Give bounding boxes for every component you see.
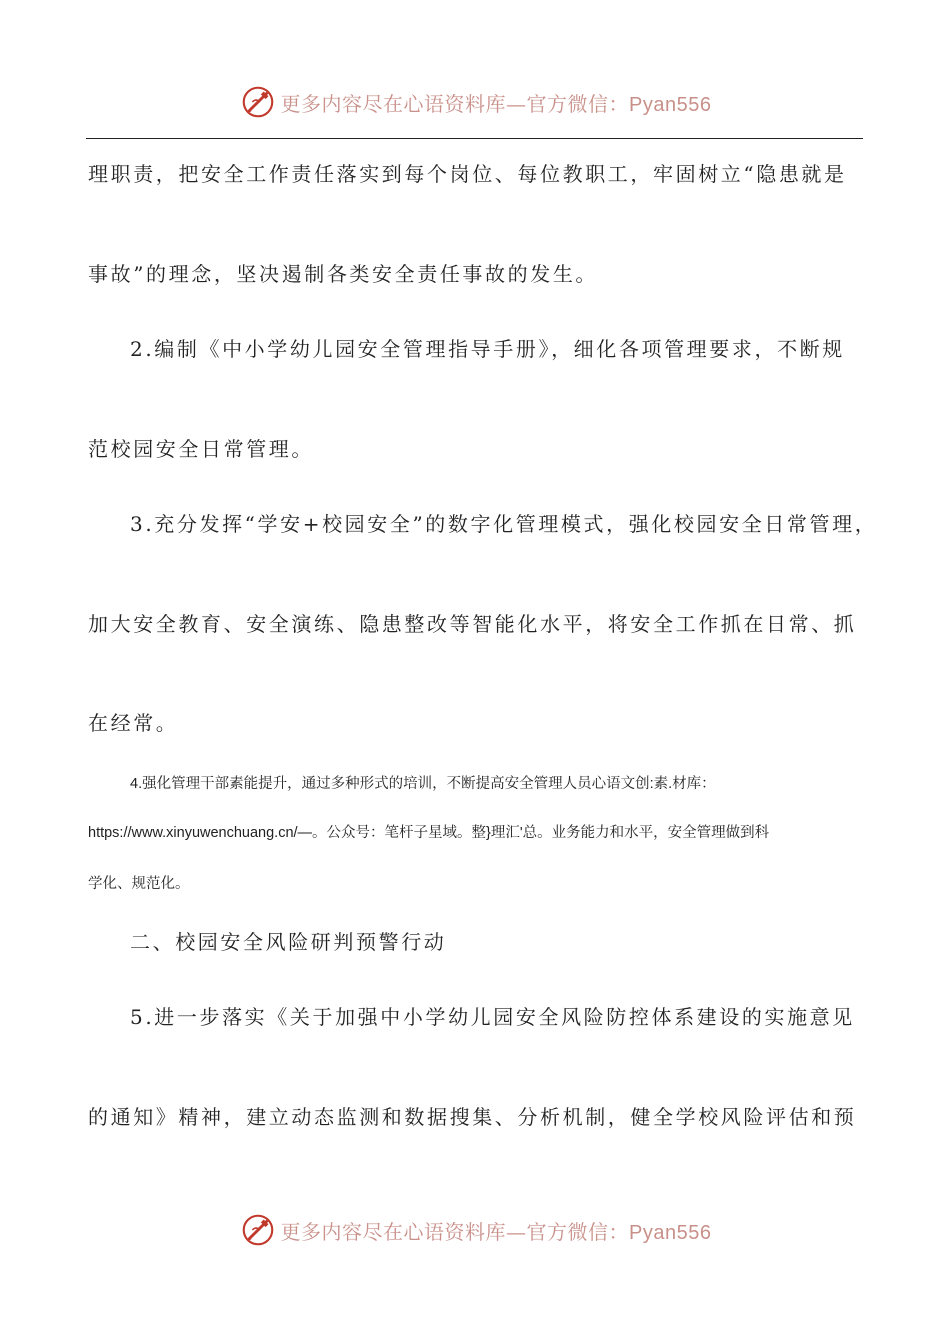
header-banner-text bbox=[281, 88, 712, 117]
body-line-5: 3.充分发挥“学安+校园安全”的数字化管理模式，强化校园安全日常管理， bbox=[130, 512, 878, 536]
header-wechat-id: Pyan556 bbox=[629, 93, 712, 116]
body-line-13: 的通知》精神，建立动态监测和数据搜集、分析机制，健全学校风险评估和预 bbox=[88, 1105, 857, 1129]
header-divider bbox=[86, 138, 863, 139]
body-line-3: 2.编制《中小学幼儿园安全管理指导手册》，细化各项管理要求，不断规 bbox=[130, 337, 845, 361]
header-banner bbox=[0, 80, 950, 124]
footer-banner bbox=[0, 1208, 950, 1252]
body-line-1: 理职责，把安全工作责任落实到每个岗位、每位教职工，牢固树立“隐患就是 bbox=[88, 162, 847, 186]
header-banner-label: 更多内容尽在心语资料库—官方微信： bbox=[280, 91, 630, 116]
body-line-12: 5.进一步落实《关于加强中小学幼儿园安全风险防控体系建设的实施意见 bbox=[130, 1005, 855, 1029]
pen-logo-icon bbox=[239, 83, 277, 121]
body-line-10: 学化、规范化。 bbox=[88, 876, 190, 892]
body-line-4: 范校园安全日常管理。 bbox=[88, 437, 314, 461]
pen-logo-icon bbox=[239, 1211, 277, 1249]
body-line-9: https://www.xinyuwenchuang.cn/—。公众号：笔杆子星域。整}理汇'总。业务能力和水平，安全管理做到科 bbox=[88, 825, 770, 841]
footer-banner-text bbox=[281, 1216, 712, 1245]
footer-banner-label: 更多内容尽在心语资料库—官方微信： bbox=[280, 1219, 630, 1244]
body-line-8: 4.强化管理干部素能提升，通过多种形式的培训，不断提高安全管理人员心语文创:素.材库： bbox=[130, 776, 716, 792]
body-line-7: 在经常。 bbox=[88, 711, 179, 735]
body-line-2: 事故”的理念，坚决遏制各类安全责任事故的发生。 bbox=[88, 262, 599, 286]
section-heading: 二、校园安全风险研判预警行动 bbox=[130, 930, 447, 954]
footer-wechat-id: Pyan556 bbox=[629, 1221, 712, 1244]
body-line-6: 加大安全教育、安全演练、隐患整改等智能化水平，将安全工作抓在日常、抓 bbox=[88, 612, 857, 636]
